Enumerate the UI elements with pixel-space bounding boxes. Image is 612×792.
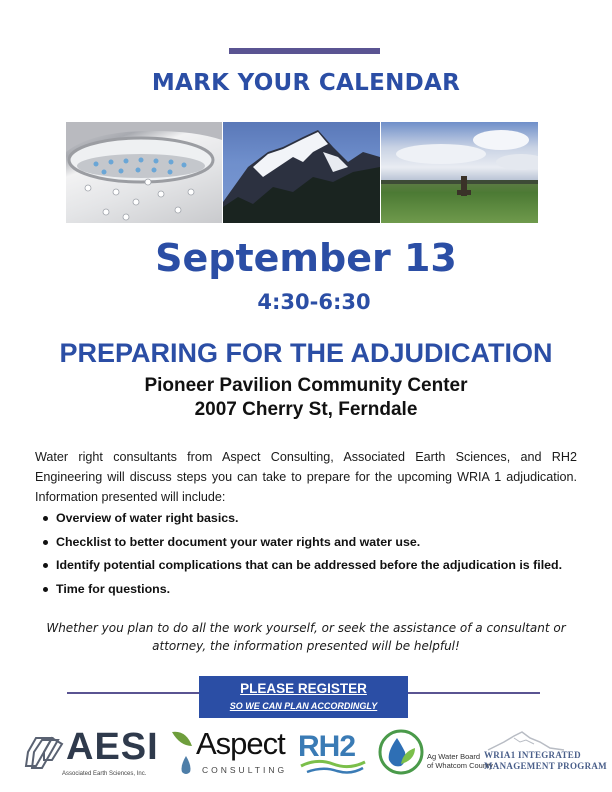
aesi-wordmark: AESI — [66, 726, 159, 768]
rh2-wordmark: RH2 — [298, 730, 356, 763]
divider-left — [67, 692, 199, 694]
mountain-photo — [223, 122, 380, 223]
wria1-logo — [484, 728, 607, 778]
intro-paragraph: Water right consultants from Aspect Consulting, Associated Earth Sciences, and RH2 Engineering will discuss steps you can take to prepare for the upcoming WRIA 1 adjudication. Information presented will include: — [35, 450, 577, 504]
page-title: MARK YOUR CALENDAR — [151, 70, 461, 96]
aspect-wordmark: Aspect — [196, 726, 285, 761]
photo-strip — [66, 122, 538, 223]
list-item: Overview of water right basics. — [35, 508, 595, 532]
water-leaf-circle-icon — [377, 728, 425, 776]
list-item: Time for questions. — [35, 579, 595, 603]
ag-water-board-logo — [377, 728, 493, 778]
aesi-logo — [22, 726, 162, 777]
venue-name: Pioneer Pavilion Community Center — [144, 375, 468, 396]
aspect-logo — [170, 728, 290, 778]
event-title: PREPARING FOR THE ADJUDICATION — [59, 338, 553, 368]
divider-right — [408, 692, 540, 694]
ag-water-board-text: Ag Water Board of Whatcom County — [427, 752, 493, 770]
closing-statement: Whether you plan to do all the work yourself, or seek the assistance of a consultant or attorney, the information presented will be helpful! — [46, 621, 566, 653]
header-accent-bar — [229, 48, 380, 54]
list-item: Checklist to better document your water rights and water use. — [35, 532, 595, 556]
event-time: 4:30-6:30 — [257, 290, 371, 314]
event-date: September 13 — [155, 236, 457, 280]
venue — [0, 374, 612, 422]
mountain-outline-icon — [484, 728, 594, 752]
list-item: Identify potential complications that can be addressed before the adjudication is filed. — [35, 555, 595, 579]
register-sublabel: SO WE CAN PLAN ACCORDINGLY — [229, 701, 378, 711]
field-photo — [381, 122, 538, 223]
aesi-subtitle: Associated Earth Sciences, Inc. — [62, 771, 147, 777]
aspect-subtitle: CONSULTING — [202, 765, 288, 775]
sponsor-logos — [0, 722, 612, 782]
venue-address: 2007 Cherry St, Ferndale — [194, 399, 418, 420]
shower-head-photo — [66, 122, 222, 223]
aesi-hexagon-icon — [22, 730, 66, 774]
rh2-logo — [297, 728, 369, 776]
register-button[interactable] — [199, 676, 408, 718]
register-label: PLEASE REGISTER — [240, 681, 367, 696]
topics-list — [35, 508, 595, 603]
wave-icon — [297, 728, 369, 776]
wria1-text: WRIA1 INTEGRATED MANAGEMENT PROGRAM — [484, 750, 607, 771]
